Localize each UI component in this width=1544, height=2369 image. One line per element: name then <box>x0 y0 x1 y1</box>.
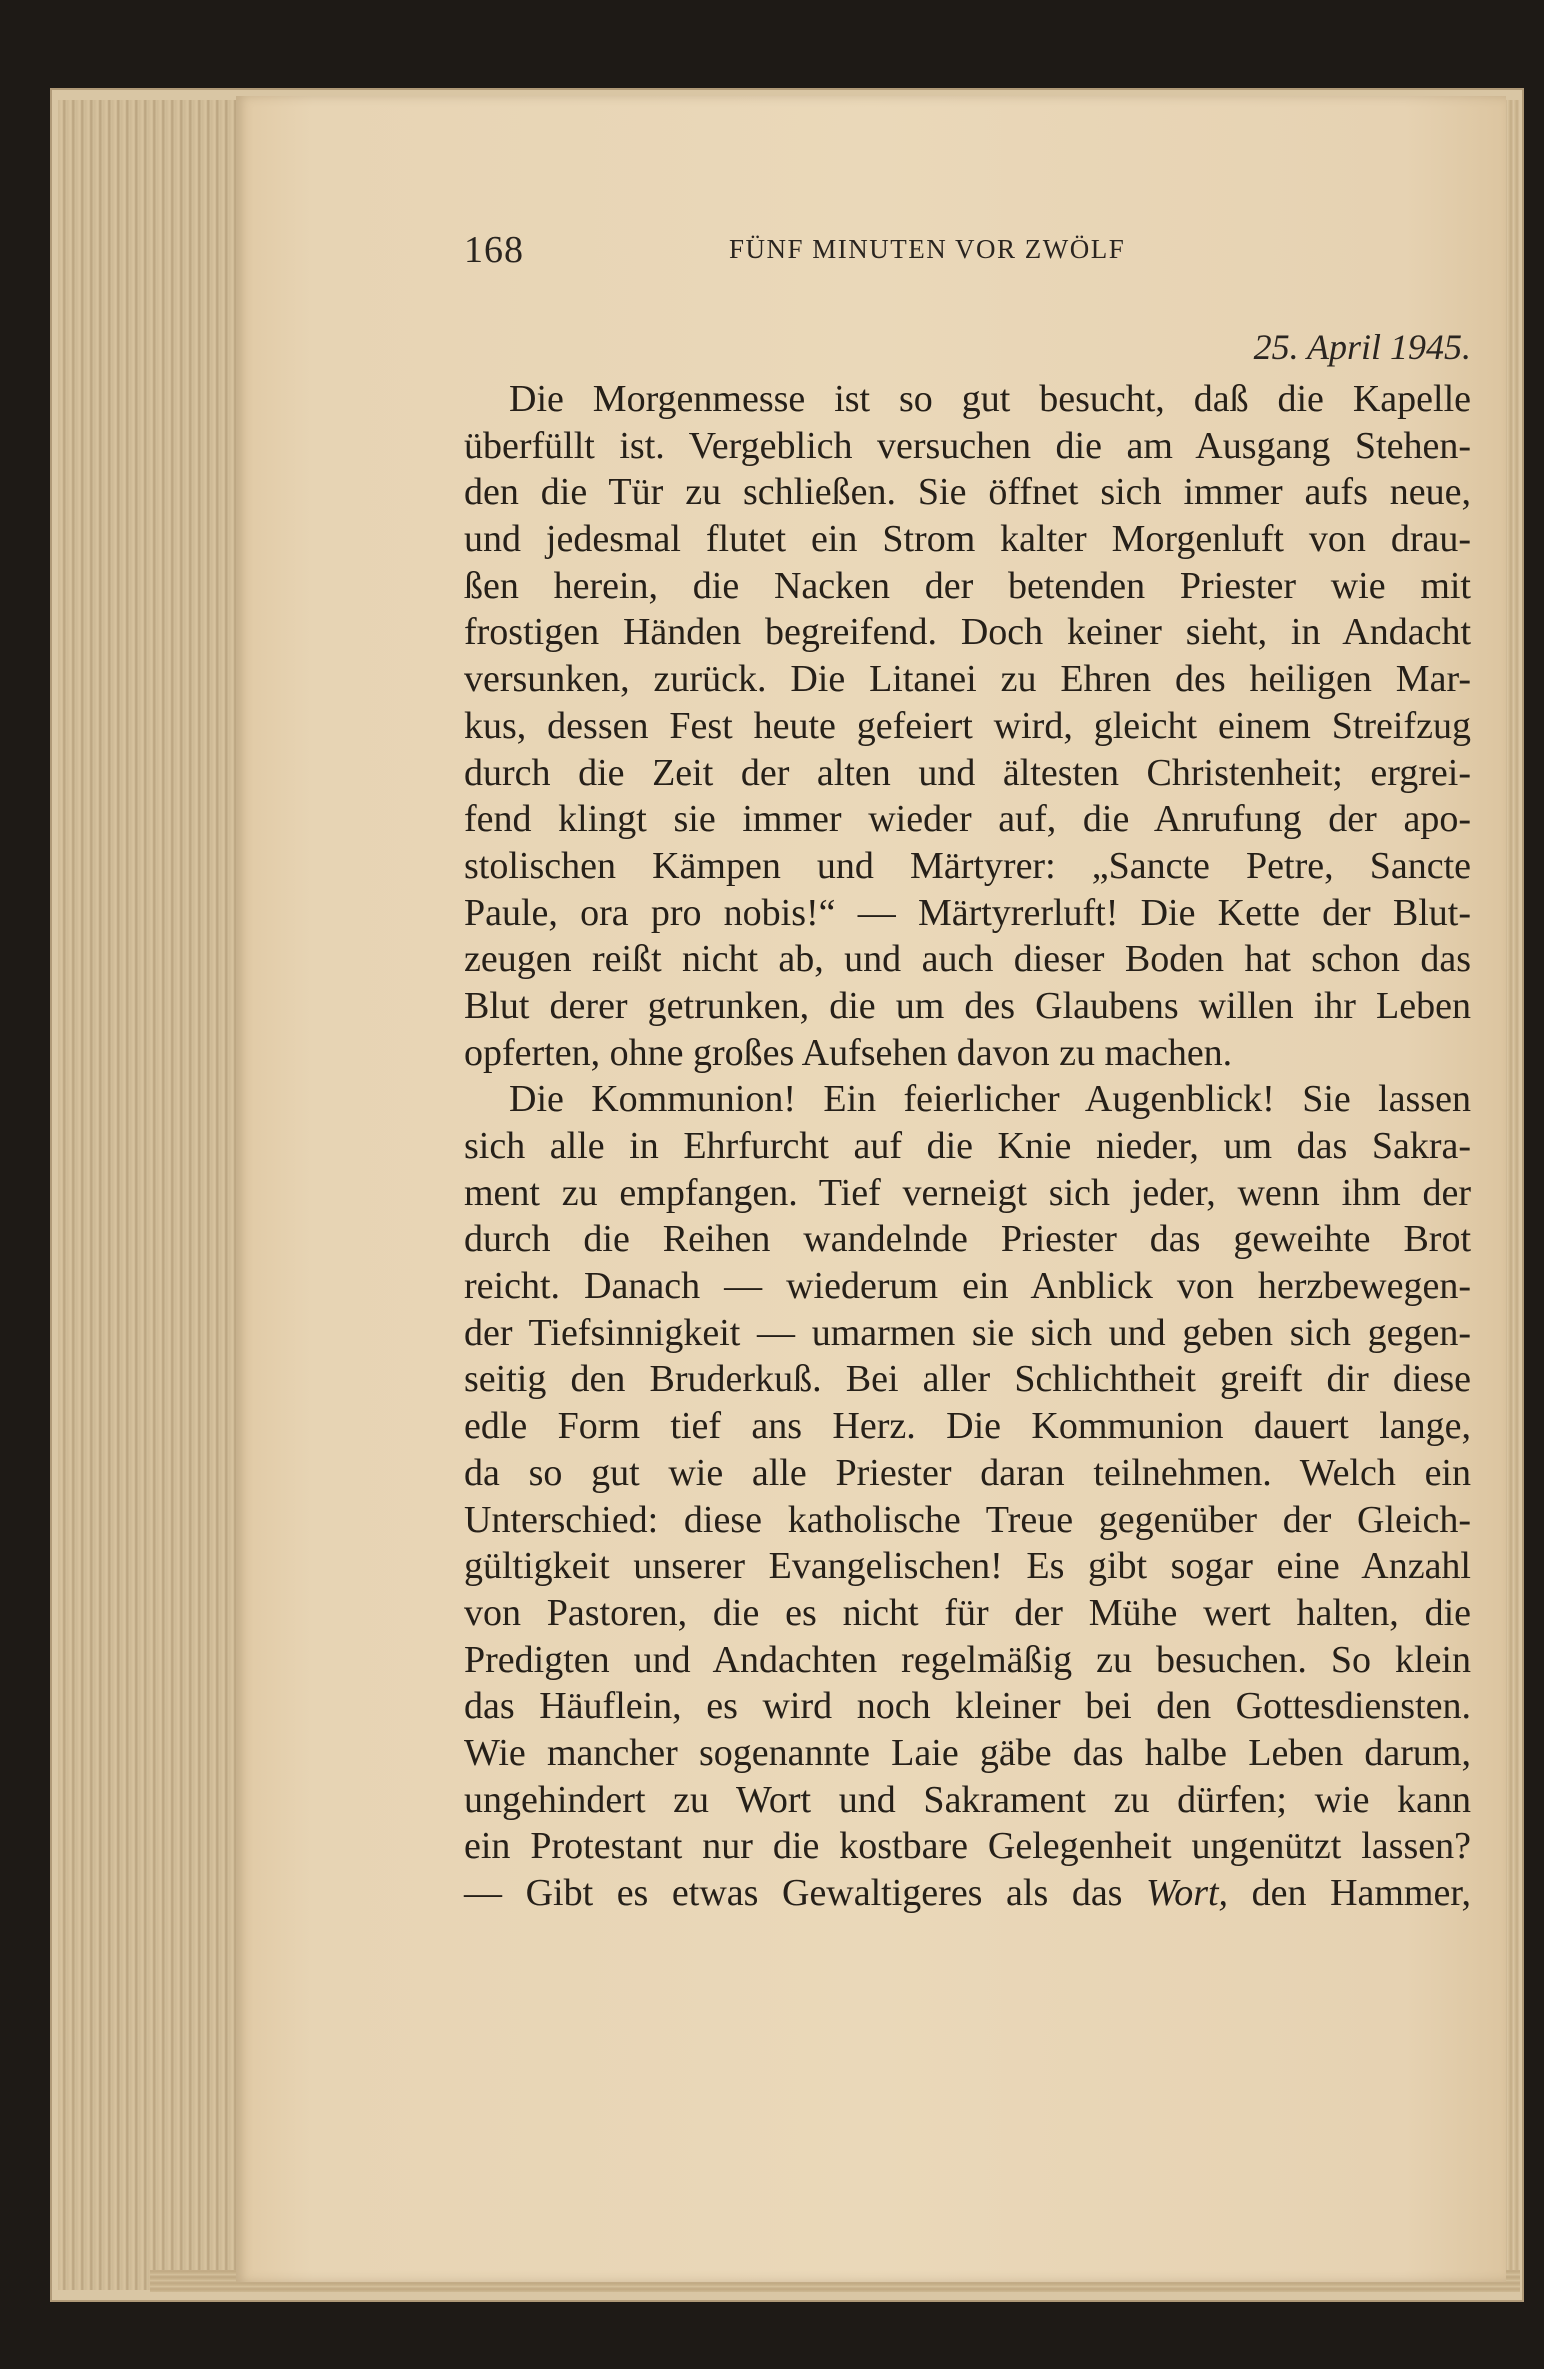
text-line: stolischen Kämpen und Märtyrer: „Sancte Petre, Sancte <box>464 844 1471 887</box>
text-line-final <box>464 1870 1471 1917</box>
text-line: und jedesmal flutet ein Strom kalter Morgenluft von drau- <box>464 518 1471 561</box>
text-line: Unterschied: diese katholische Treue gegenüber der Gleich- <box>464 1498 1471 1541</box>
body-text <box>464 376 1471 1917</box>
text-line: Blut derer getrunken, die um des Glaubens willen ihr Leben <box>464 984 1471 1027</box>
text-line: Die Kommunion! Ein feierlicher Augenblick! Sie lassen <box>509 1078 1471 1121</box>
text-line: ßen herein, die Nacken der betenden Priester wie mit <box>464 564 1471 607</box>
text-line: frostigen Händen begreifend. Doch keiner sieht, in Andacht <box>464 611 1471 654</box>
text-line: ungehindert zu Wort und Sakrament zu dürfen; wie kann <box>464 1778 1471 1821</box>
text-line: überfüllt ist. Vergeblich versuchen die am Ausgang Stehen- <box>464 424 1471 467</box>
text-line: sich alle in Ehrfurcht auf die Knie nieder, um das Sakra- <box>464 1125 1471 1167</box>
entry-date: 25. April 1945. <box>1253 327 1471 367</box>
text-line: reicht. Danach — wiederum ein Anblick von herzbewegen- <box>464 1265 1471 1308</box>
text-line: gültigkeit unserer Evangelischen! Es gibt sogar eine Anzahl <box>464 1545 1471 1588</box>
text-line: opferten, ohne großes Aufsehen davon zu machen. <box>464 1031 1233 1074</box>
text-line: seitig den Bruderkuß. Bei aller Schlichtheit greift dir diese <box>464 1358 1471 1401</box>
final-line-start: — Gibt es etwas Gewaltigeres als das <box>464 1872 1147 1914</box>
text-line: zeugen reißt nicht ab, und auch dieser Boden hat schon das <box>464 938 1471 981</box>
text-line: das Häuflein, es wird noch kleiner bei den Gottesdiensten. <box>464 1685 1471 1728</box>
text-line: fend klingt sie immer wieder auf, die Anrufung der apo- <box>464 798 1471 841</box>
text-line: Predigten und Andachten regelmäßig zu besuchen. So klein <box>464 1638 1471 1681</box>
emphasized-word: Wort, <box>1146 1872 1229 1914</box>
text-line: edle Form tief ans Herz. Die Kommunion dauert lange, <box>464 1405 1471 1448</box>
text-line: der Tiefsinnigkeit — umarmen sie sich und geben sich gegen- <box>464 1311 1471 1354</box>
text-line: Wie mancher sogenannte Laie gäbe das halbe Leben darum, <box>464 1731 1471 1774</box>
text-line: Paule, ora pro nobis!“ — Märtyrerluft! Die Kette der Blut- <box>464 891 1471 934</box>
text-line: durch die Zeit der alten und ältesten Christenheit; ergrei- <box>464 751 1471 794</box>
text-line: von Pastoren, die es nicht für der Mühe wert halten, die <box>464 1591 1471 1634</box>
page-header <box>464 228 1484 288</box>
text-line: ein Protestant nur die kostbare Gelegenheit ungenützt lassen? <box>464 1825 1471 1868</box>
text-line: durch die Reihen wandelnde Priester das geweihte Brot <box>464 1218 1471 1261</box>
final-line-end: den Hammer, <box>1228 1872 1471 1914</box>
text-line: kus, dessen Fest heute gefeiert wird, gleicht einem Streifzug <box>464 704 1471 747</box>
text-line: da so gut wie alle Priester daran teilnehmen. Welch ein <box>464 1451 1471 1494</box>
running-title: FÜNF MINUTEN VOR ZWÖLF <box>729 234 1126 264</box>
text-line: versunken, zurück. Die Litanei zu Ehren des heiligen Mar- <box>464 658 1471 701</box>
text-line: den die Tür zu schließen. Sie öffnet sich immer aufs neue, <box>464 471 1471 514</box>
page-edges-left <box>58 100 258 2290</box>
page-number: 168 <box>464 229 524 271</box>
text-line: Die Morgenmesse ist so gut besucht, daß die Kapelle <box>509 378 1471 420</box>
text-line: ment zu empfangen. Tief verneigt sich jeder, wenn ihm der <box>464 1171 1471 1214</box>
